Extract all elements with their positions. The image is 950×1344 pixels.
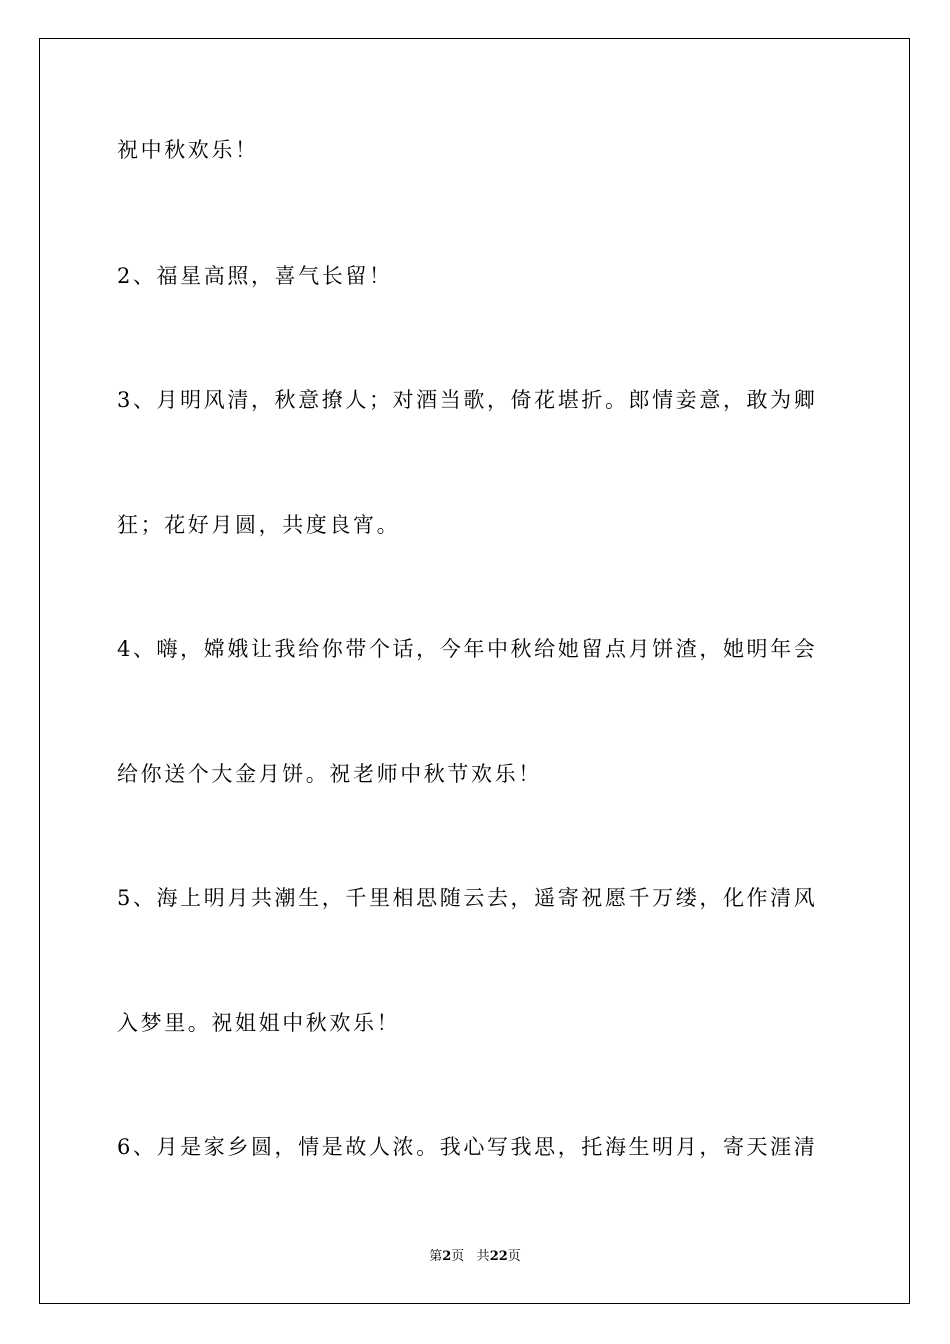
page-footer (0, 1248, 950, 1266)
text-line: 给你送个大金月饼。祝老师中秋节欢乐！ (117, 762, 542, 786)
footer-total-suffix: 页 (507, 1249, 521, 1264)
footer-prefix: 第 (429, 1249, 443, 1264)
total-page-count: 22 (489, 1249, 508, 1264)
text-line: 3、月明风清，秋意撩人；对酒当歌，倚花堪折。郎情妾意，敢为卿 (117, 388, 818, 412)
text-line: 2、福星高照，喜气长留！ (117, 264, 393, 288)
text-line: 5、海上明月共潮生，千里相思随云去，遥寄祝愿千万缕，化作清风 (117, 886, 818, 910)
footer-total-prefix: 共 (476, 1249, 490, 1264)
current-page-number: 2 (442, 1249, 452, 1264)
text-line: 祝中秋欢乐！ (117, 138, 259, 162)
text-line: 入梦里。祝姐姐中秋欢乐！ (117, 1011, 401, 1035)
text-line: 6、月是家乡圆，情是故人浓。我心写我思，托海生明月，寄天涯清 (117, 1135, 818, 1159)
page-frame (39, 38, 910, 1304)
text-line: 4、嗨，嫦娥让我给你带个话，今年中秋给她留点月饼渣，她明年会 (117, 637, 818, 661)
footer-page-suffix: 页 (451, 1249, 465, 1264)
text-line: 狂；花好月圆，共度良宵。 (117, 513, 401, 537)
